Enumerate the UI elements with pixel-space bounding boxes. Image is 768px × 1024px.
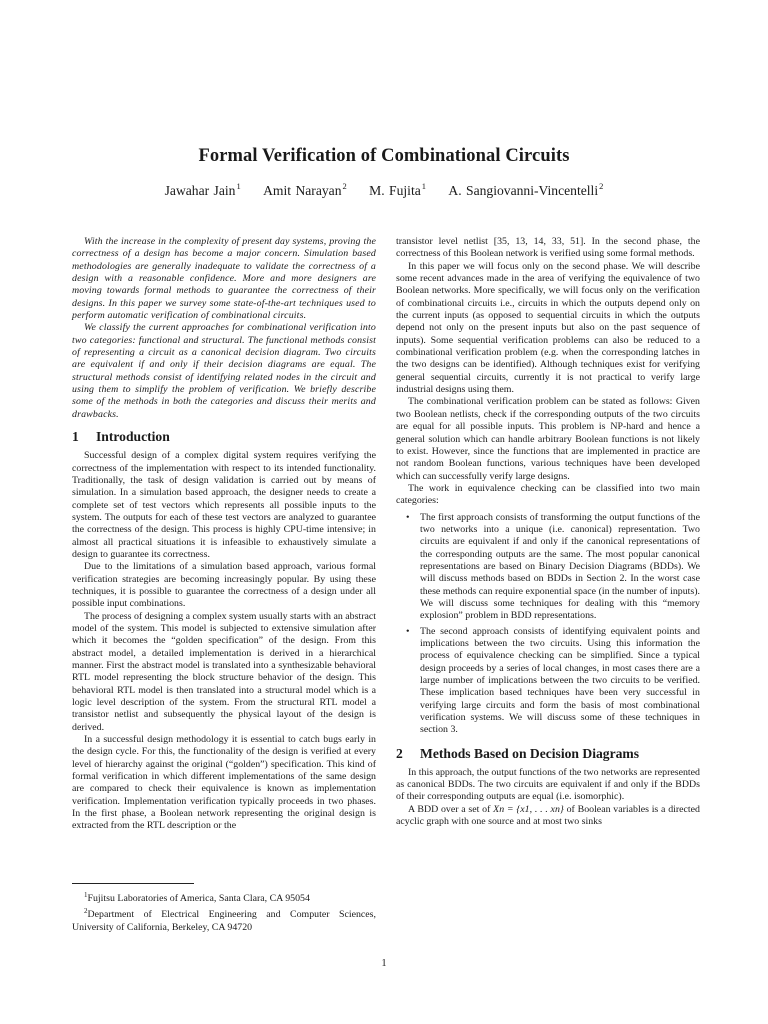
left-column (72, 236, 376, 833)
body-paragraph: transistor level netlist [35, 13, 14, 33, 51]. In the second phase, the correctness of this Boolean network is verified using some formal methods. (396, 236, 700, 260)
approach-list (396, 512, 700, 737)
paper-title: Formal Verification of Combinational Circuits (198, 146, 570, 166)
author: M. Fujita$^1$ (369, 181, 427, 198)
author: Amit Narayan$^2$ (263, 181, 347, 198)
body-paragraph: A BDD over a set of Xn = {x1, . . . xn} of Boolean variables is a directed acyclic graph with one source and at most two sinks (396, 803, 700, 828)
abstract (72, 236, 376, 421)
body-paragraph: The work in equivalence checking can be classified into two main categories: (396, 482, 700, 507)
list-item: • The first approach consists of transforming the output functions of the two networks into a unique (i.e. canonical) representation. Two circuits are equivalent if and only if the canonical representations of the corresponding outputs are the same. The most popular canonical representations are based on Binary Decision Diagrams (BDDs). We will discuss methods based on BDDs in Section 2. In the worst case these methods can require exponential space (in the number of inputs). We will discuss some techniques for dealing with this “memory explosion” problem in BDD representations. (406, 511, 700, 622)
footnotes (72, 883, 376, 934)
body-paragraph: In a successful design methodology it is essential to catch bugs early in the design cycle. For this, the functionality of the design is verified at every level of hierarchy against the original (“golden”) specification. This kind of formal verification in which different implementations of the same design are compared to check their equivalence is known as implementation verification. Implementation verification typically proceeds in two phases. In the first phase, a Boolean network representing the original design is extracted from the RTL description or the (72, 734, 376, 832)
body-paragraph: The process of designing a complex system usually starts with an abstract model of the system. This model is subjected to extensive simulation after which it becomes the “golden specification” of the design. From this abstract model, a detailed implementation is derived in a hierarchical manner. First the abstract model is translated into a synthesizable behavioral RTL model representing the block structure behavior of the design. This behavioral RTL model is then translated into a structural model which is a logic level description of the system. From the structural RTL model a transistor netlist and subsequently the physical layout of the design is derived. (72, 610, 376, 733)
bullet-icon: • (406, 625, 410, 637)
author: A. Sangiovanni-Vincentelli$^2$ (448, 181, 604, 198)
section-heading-decision-diagrams: 2 Methods Based on Decision Diagrams (396, 745, 640, 761)
body-paragraph: In this approach, the output functions of the two networks are represented as canonical BDDs. The two circuits are equivalent if and only if the BDDs of their corresponding outputs are equal (i.e. isomorphic). (396, 766, 700, 803)
abstract-paragraph: With the increase in the complexity of present day systems, proving the correctness of a design has become a major concern. Simulation based methodologies are generally inadequate to validate the correctness of a design with a reasonable confidence. More and more designers are moving towards formal methods to guarantee the correctness of their designs. In this paper we survey some state-of-the-art techniques used to perform automatic verification of combinational circuits. (72, 236, 376, 322)
abstract-paragraph: We classify the current approaches for combinational verification into two categories: functional and structural. The functional methods consist of representing a circuit as a canonical decision diagram. Two circuits are equivalent if and only if their decision diagrams are equal. The structural methods consist of identifying related nodes in the circuit and using them to simplify the problem of verification. We briefly describe some of the methods in both the categories and discuss their merits and drawbacks. (72, 322, 376, 420)
body-paragraph: Due to the limitations of a simulation based approach, various formal verification strategies are becoming increasingly popular. By using these techniques, it is possible to guarantee the correctness of a design under all possible input combinations. (72, 561, 376, 610)
page-number: 1 (381, 958, 387, 969)
author: Jawahar Jain$^1$ (164, 181, 241, 198)
footnote-rule (72, 883, 194, 884)
math-expression: Xn = {x1, . . . xn} (493, 803, 564, 815)
body-paragraph: The combinational verification problem can be stated as follows: Given two Boolean netlists, check if the corresponding outputs of the two circuits are equal for all possible inputs. This problem is NP-hard and hence a general solution which can handle arbitrary Boolean functions is not likely to exist. However, since the functions that are implemented in practice are not random Boolean functions, various techniques have been developed which can successfully verify large designs. (396, 396, 700, 482)
footnote: $^1$Fujitsu Laboratories of America, Santa Clara, CA 95054 (84, 891, 310, 904)
list-item: • The second approach consists of identifying equivalent points and implications between the two circuits. Using this information the process of equivalence checking can be simplified. Since a typical design proceeds by a series of local changes, in most cases there are a large number of implications between the two circuits to be verified. These implication based techniques have been very successful in verifying large circuits and form the basis of most combinational verification systems. We will discuss some of these techniques in section 3. (406, 625, 700, 736)
footnote: $^2$Department of Electrical Engineering and Computer Sciences, University of California, Berkeley, CA 94720 (72, 907, 376, 933)
right-column (396, 236, 700, 828)
section-heading-introduction: 1 Introduction (72, 429, 170, 445)
body-paragraph: Successful design of a complex digital system requires verifying the correctness of the implementation with respect to its intended functionality. Traditionally, the task of design validation is carried out by means of simulation. In a simulation based approach, the designer needs to create a complete set of test vectors which represents all possible inputs to the system. The outputs for each of these test vectors are analyzed to guarantee the correctness of the design. This process is highly CPU-time intensive; in almost all practical situations it is infeasible to exhaustively simulate a design to guarantee its correctness. (72, 450, 376, 560)
bullet-icon: • (406, 511, 410, 523)
body-paragraph: In this paper we will focus only on the second phase. We will describe some recent advances made in the area of verifying the equivalence of two Boolean networks. More specifically, we will focus only on the verification of combinational circuits i.e., circuits in which the outputs depend only on the current inputs (as opposed to sequential circuits in which the outputs depend not only on the present inputs but also on the past sequence of inputs). Some sequential verification problems can also be reduced to a combinational verification problem (e.g. when the corresponding latches in the two designs can be identified). Although techniques exist for verifying general sequential circuits, currently it is not practical to verify large industrial designs using them. (396, 260, 700, 396)
author-list (0, 181, 768, 199)
